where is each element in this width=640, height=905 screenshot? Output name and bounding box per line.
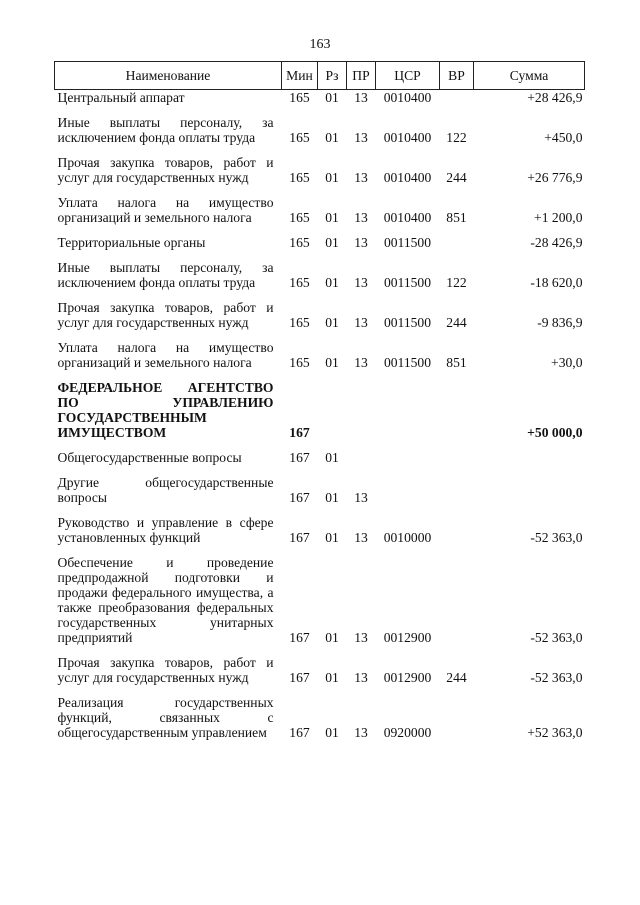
row-pr: 13 [354, 355, 368, 370]
table-row [55, 509, 585, 549]
row-name: Уплата налога на имущество организаций и земельного налога [57, 195, 274, 225]
budget-table [54, 61, 585, 744]
table-row [55, 334, 585, 374]
row-csr: 0012900 [383, 630, 432, 645]
row-sum: -28 426,9 [530, 235, 583, 250]
row-name: Территориальные органы [57, 235, 206, 250]
table-row [55, 374, 585, 444]
row-sum: +52 363,0 [527, 725, 583, 740]
table-header-row [55, 62, 585, 90]
page-number: 163 [309, 37, 331, 52]
row-name: Иные выплаты персоналу, за исключением фонда оплаты труда [57, 115, 274, 145]
row-rz: 01 [325, 90, 339, 105]
row-pr: 13 [354, 490, 368, 505]
row-sum: +26 776,9 [527, 170, 583, 185]
table-row [55, 689, 585, 744]
row-csr: 0010400 [383, 170, 432, 185]
row-vr [440, 444, 474, 469]
row-name: Уплата налога на имущество организаций и земельного налога [57, 340, 274, 370]
row-rz: 01 [325, 450, 339, 465]
row-pr: 13 [354, 670, 368, 685]
row-rz: 01 [325, 630, 339, 645]
row-min: 165 [289, 275, 310, 290]
header-sum: Сумма [474, 62, 585, 90]
row-vr: 244 [446, 170, 467, 185]
table-row [55, 294, 585, 334]
header-name: Наименование [55, 62, 282, 90]
row-rz: 01 [325, 235, 339, 250]
row-min: 165 [289, 355, 310, 370]
row-pr: 13 [354, 315, 368, 330]
row-min: 167 [289, 725, 310, 740]
row-pr: 13 [354, 725, 368, 740]
table-row [55, 444, 585, 469]
row-sum: -18 620,0 [530, 275, 583, 290]
row-vr [440, 229, 474, 254]
row-csr: 0010400 [383, 130, 432, 145]
row-pr: 13 [354, 90, 368, 105]
table-body [55, 90, 585, 745]
row-vr [440, 374, 474, 444]
row-name: Общегосударственные вопросы [57, 450, 242, 465]
table-row [55, 90, 585, 110]
row-name: Реализация государственных функций, связанных с общегосударственным управлением [57, 695, 274, 740]
row-csr: 0010400 [383, 210, 432, 225]
row-vr [440, 549, 474, 649]
row-sum: -52 363,0 [530, 530, 583, 545]
row-sum: +1 200,0 [534, 210, 583, 225]
row-csr: 0010000 [383, 530, 432, 545]
row-sum [474, 469, 585, 509]
row-name: Иные выплаты персоналу, за исключением фонда оплаты труда [57, 260, 274, 290]
row-pr: 13 [354, 530, 368, 545]
header-csr: ЦСР [376, 62, 440, 90]
row-vr: 244 [446, 670, 467, 685]
row-csr [376, 444, 440, 469]
row-vr [440, 689, 474, 744]
row-name: Центральный аппарат [57, 90, 185, 105]
row-rz: 01 [325, 210, 339, 225]
row-sum: -52 363,0 [530, 670, 583, 685]
row-vr: 851 [446, 210, 467, 225]
row-min: 167 [289, 530, 310, 545]
table-row [55, 149, 585, 189]
row-pr: 13 [354, 210, 368, 225]
row-sum: +28 426,9 [527, 90, 583, 105]
row-rz: 01 [325, 490, 339, 505]
row-csr [376, 374, 440, 444]
row-csr: 0010400 [383, 90, 432, 105]
header-vr: ВР [440, 62, 474, 90]
row-min: 165 [289, 170, 310, 185]
row-sum: -9 836,9 [537, 315, 583, 330]
table-row [55, 469, 585, 509]
row-vr: 122 [446, 275, 467, 290]
row-name: Прочая закупка товаров, работ и услуг для государственных нужд [57, 300, 274, 330]
row-csr: 0012900 [383, 670, 432, 685]
table-row [55, 189, 585, 229]
row-rz: 01 [325, 170, 339, 185]
row-vr: 244 [446, 315, 467, 330]
row-pr [347, 444, 376, 469]
row-min: 167 [289, 630, 310, 645]
row-pr [347, 374, 376, 444]
row-min: 165 [289, 210, 310, 225]
row-pr: 13 [354, 235, 368, 250]
row-rz: 01 [325, 355, 339, 370]
table-row [55, 229, 585, 254]
table-row [55, 649, 585, 689]
row-pr: 13 [354, 275, 368, 290]
row-rz: 01 [325, 275, 339, 290]
row-sum: +50 000,0 [527, 425, 583, 440]
row-name: ФЕДЕРАЛЬНОЕ АГЕНТСТВО ПО УПРАВЛЕНИЮ ГОСУДАРСТВЕННЫМ ИМУЩЕСТВОМ [57, 380, 274, 440]
header-rz: Рз [318, 62, 347, 90]
row-rz: 01 [325, 530, 339, 545]
table-row [55, 549, 585, 649]
row-rz: 01 [325, 725, 339, 740]
row-min: 165 [289, 315, 310, 330]
row-min: 167 [289, 450, 310, 465]
row-csr: 0011500 [383, 315, 432, 330]
row-min: 165 [289, 90, 310, 105]
row-csr: 0011500 [383, 275, 432, 290]
row-vr: 851 [446, 355, 467, 370]
row-name: Другие общегосударственные вопросы [57, 475, 274, 505]
row-sum [474, 444, 585, 469]
row-pr: 13 [354, 130, 368, 145]
row-min: 165 [289, 235, 310, 250]
table-row [55, 109, 585, 149]
row-csr [376, 469, 440, 509]
row-csr: 0011500 [383, 235, 432, 250]
row-name: Руководство и управление в сфере установленных функций [57, 515, 274, 545]
row-rz: 01 [325, 315, 339, 330]
row-rz [318, 374, 347, 444]
row-min: 167 [289, 425, 310, 440]
table-row [55, 254, 585, 294]
row-vr [440, 469, 474, 509]
row-name: Обеспечение и проведение предпродажной подготовки и продажи федерального имущества, а также преобразования федеральных государственных унитарных предприятий [57, 555, 274, 645]
row-pr: 13 [354, 630, 368, 645]
row-vr [440, 90, 474, 110]
row-rz: 01 [325, 670, 339, 685]
row-min: 167 [289, 490, 310, 505]
row-rz: 01 [325, 130, 339, 145]
row-vr [440, 509, 474, 549]
row-name: Прочая закупка товаров, работ и услуг для государственных нужд [57, 655, 274, 685]
row-min: 165 [289, 130, 310, 145]
row-name: Прочая закупка товаров, работ и услуг для государственных нужд [57, 155, 274, 185]
row-sum: +450,0 [544, 130, 583, 145]
header-min: Мин [282, 62, 318, 90]
row-sum: +30,0 [551, 355, 583, 370]
header-pr: ПР [347, 62, 376, 90]
row-csr: 0920000 [383, 725, 432, 740]
row-sum: -52 363,0 [530, 630, 583, 645]
row-min: 167 [289, 670, 310, 685]
row-csr: 0011500 [383, 355, 432, 370]
row-vr: 122 [446, 130, 467, 145]
row-pr: 13 [354, 170, 368, 185]
